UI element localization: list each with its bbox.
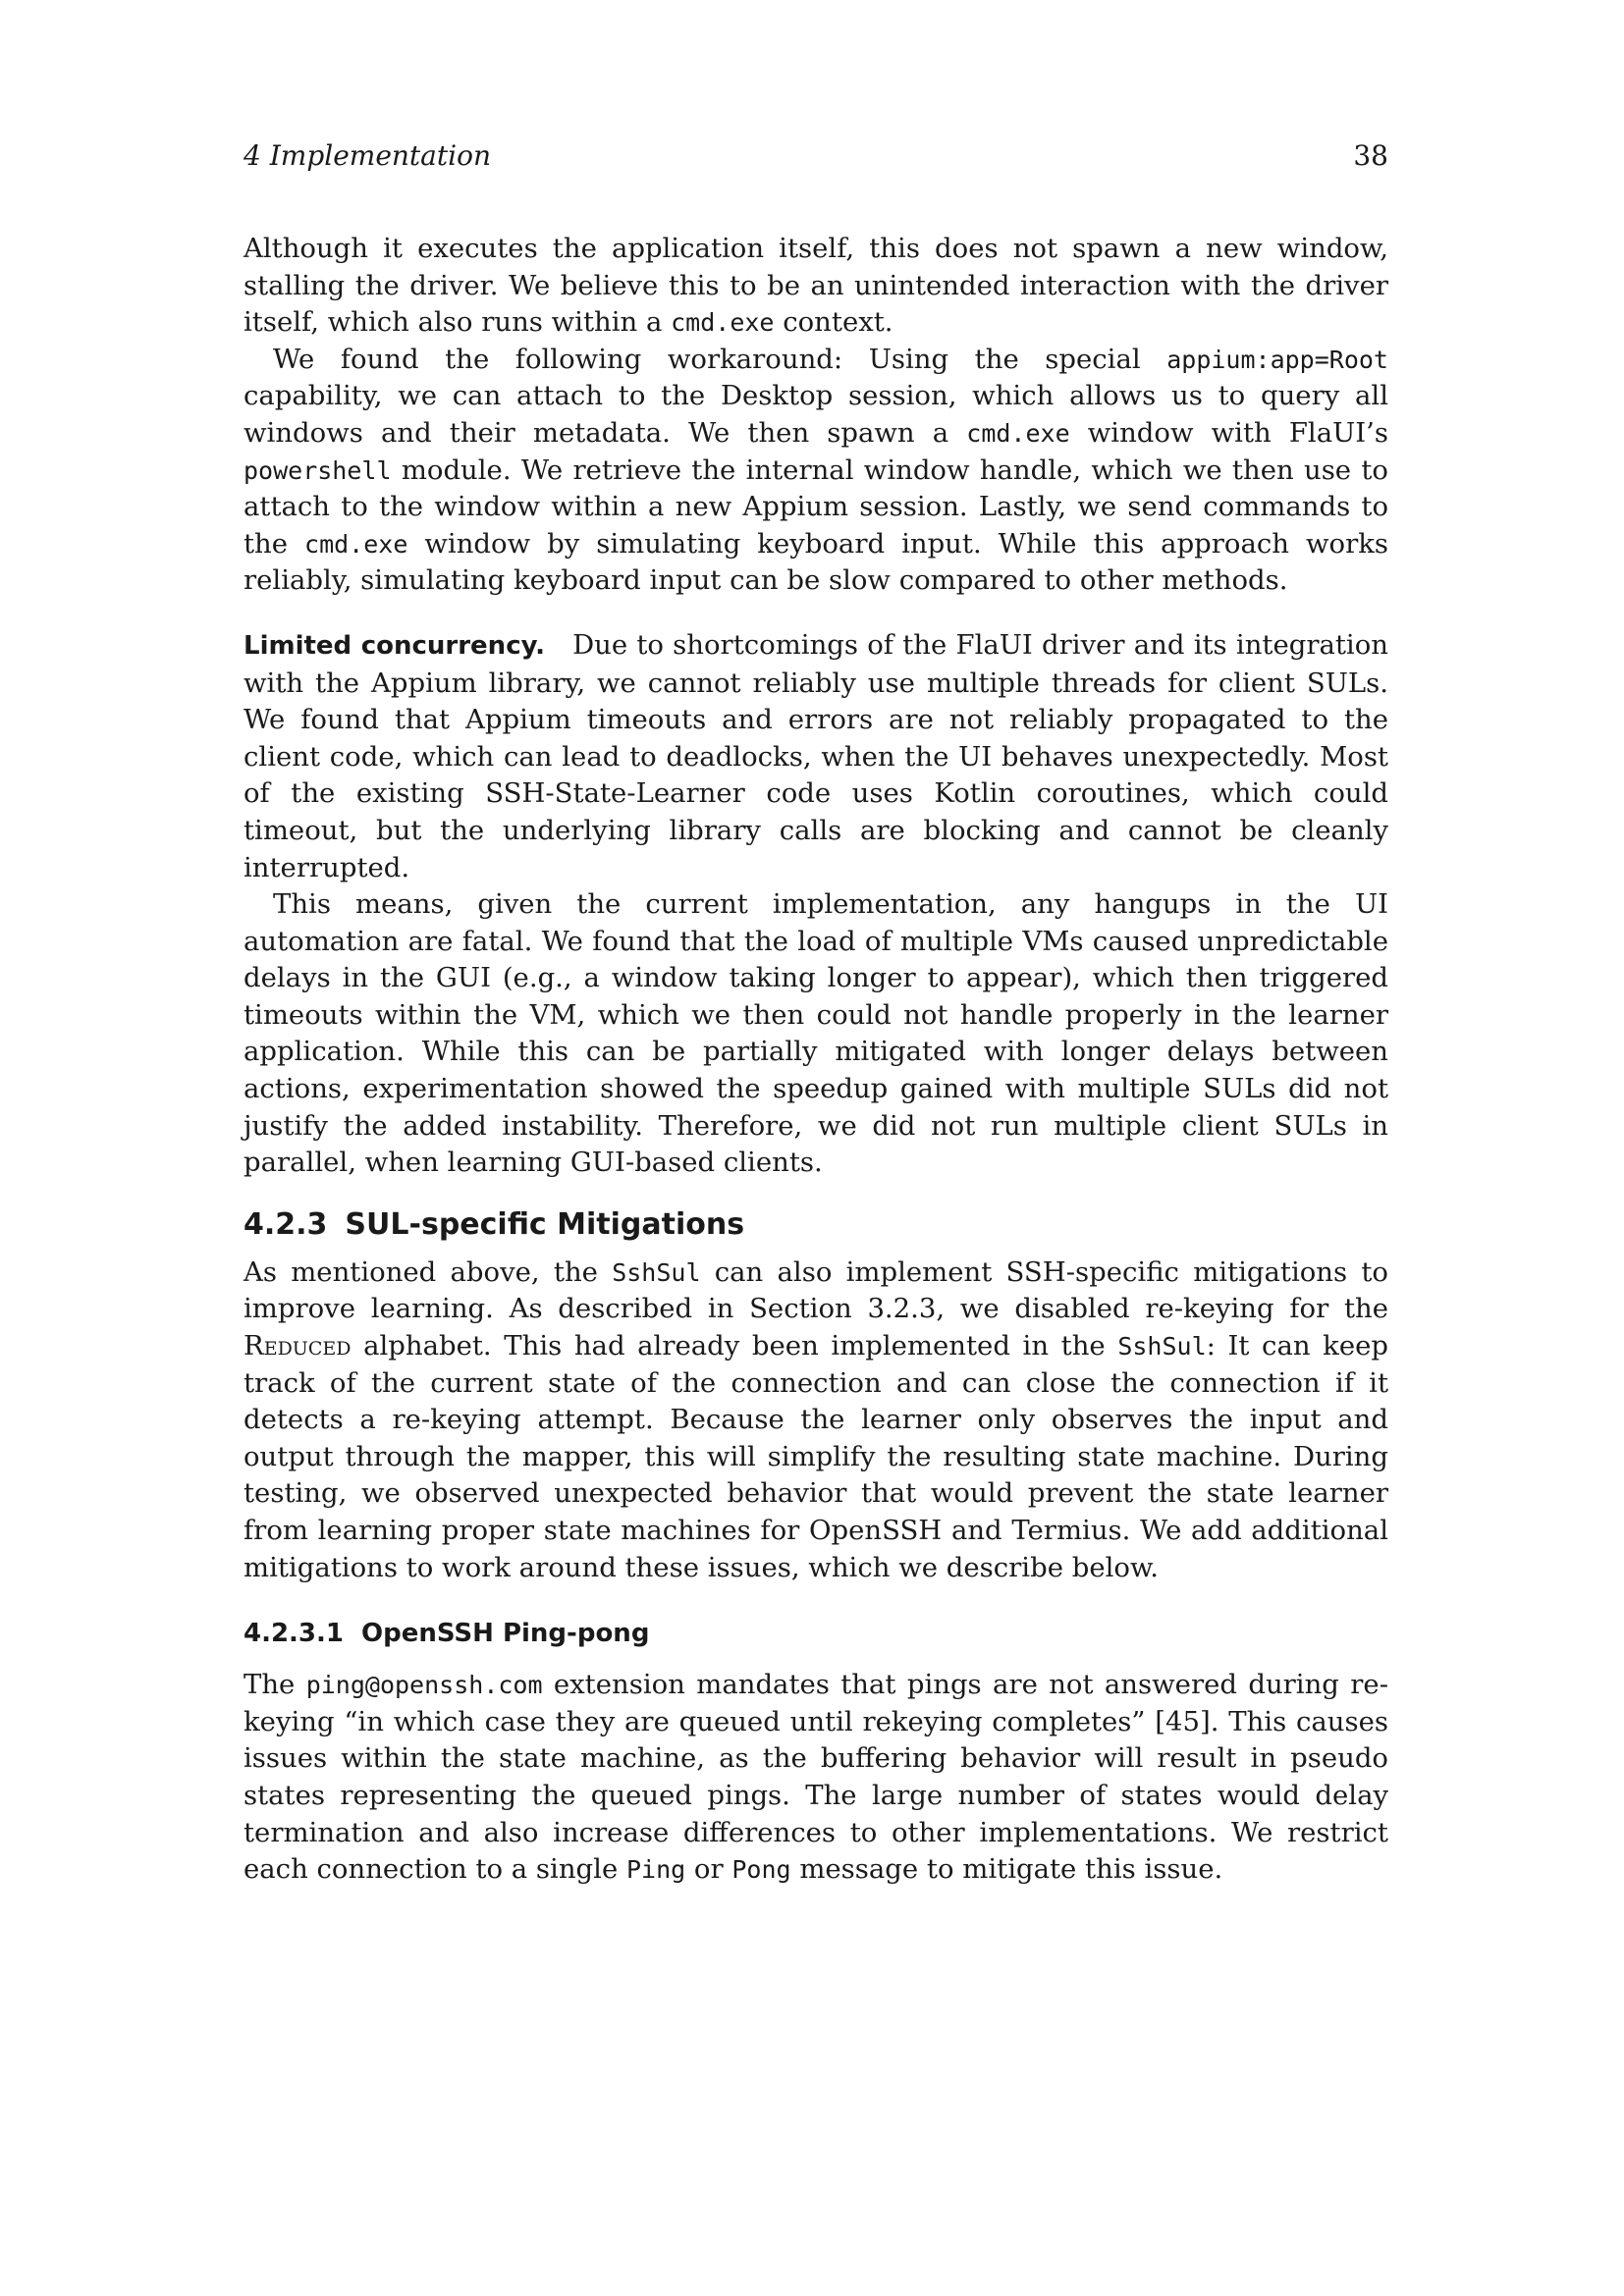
inline-code: appium:app=Root — [1166, 345, 1388, 374]
running-header — [244, 133, 1388, 180]
inline-code: cmd.exe — [671, 308, 775, 338]
small-caps-term: Reduced — [244, 1330, 352, 1362]
chapter-title: 4 Implementation — [244, 139, 491, 172]
inline-code: ping@openssh.com — [305, 1671, 543, 1700]
paragraph-driver-stall: Although it executes the application itself, this does not spawn a new window, stalling the driver. We believe this to be an unintended interaction with the driver itself, which also runs within a cmd.exe context. — [244, 233, 1388, 339]
paragraph-heading: Limited concurrency. — [244, 630, 546, 661]
inline-code: Ping — [625, 1855, 686, 1885]
page-number: 38 — [1353, 139, 1388, 172]
inline-code: SshSul — [612, 1257, 701, 1287]
paragraph-workaround: We found the following workaround: Using the special appium:app=Root capability, we can attach to the Desktop session, which allows us to query all windows and their metadata. We then spawn a cmd.exe window with FlaUI’s powershell module. We retrieve the internal window handle, which we then use to attach to the window within a new Appium session. Lastly, we send commands to the cmd.exe window by simulating keyboard input. While this approach works reliably, simulating keyboard input can be slow compared to other methods. — [244, 343, 1388, 597]
inline-code: cmd.exe — [304, 529, 408, 559]
inline-code: powershell — [244, 455, 392, 485]
paragraph-hangups: This means, given the current implementation, any hangups in the UI automation are fatal. We found that the load of multiple VMs caused unpredictable delays in the GUI (e.g., a window taking longer to appear), which then triggered timeouts within the VM, which we then could not handle properly in the learner application. While this can be partially mitigated with longer delays between actions, experimentation showed the speedup gained with multiple SULs did not justify the added instability. Therefore, we did not run multiple client SULs in parallel, when learning GUI-based clients. — [244, 888, 1388, 1179]
inline-code: Pong — [731, 1855, 791, 1885]
page-content — [244, 133, 1388, 1889]
section-heading-4-2-3: 4.2.3 SUL-specific Mitigations — [244, 1206, 745, 1242]
paragraph-openssh-ping: The ping@openssh.com extension mandates that pings are not answered during re-keying “in which case they are queued until rekeying completes” [45]. This causes issues within the state machine, as the buffering behavior will result in pseudo states representing the queued pings. The large number of states would delay termination and also increase differences to other implementations. We restrict each connection to a single Ping or Pong message to mitigate this issue. — [244, 1669, 1388, 1886]
inline-code: cmd.exe — [966, 418, 1070, 448]
inline-code: SshSul — [1117, 1332, 1207, 1362]
section-heading-4-2-3-1: 4.2.3.1 OpenSSH Ping-pong — [244, 1619, 650, 1649]
paragraph-limited-concurrency: Limited concurrency. Due to shortcomings of the FlaUI driver and its integration with the Appium library, we cannot reliably use multiple threads for client SULs. We found that Appium timeouts and errors are not reliably propagated to the client code, which can lead to deadlocks, when the UI behaves unexpectedly. Most of the existing SSH-State-Learner code uses Kotlin coroutines, which could timeout, but the underlying library calls are blocking and cannot be cleanly interrupted. — [244, 628, 1388, 883]
paragraph-sul-mitigations: As mentioned above, the SshSul can also implement SSH-specific mitigations to improve learning. As described in Section 3.2.3, we disabled re-keying for the Reduced alphabet. This had already been implemented in the SshSul: It can keep track of the current state of the connection and can close the connection if it detects a re-keying attempt. Because the learner only observes the input and output through the mapper, this will simplify the resulting state machine. During testing, we observed unexpected behavior that would prevent the state learner from learning proper state machines for OpenSSH and Termius. We add additional mitigations to work around these issues, which we describe below. — [244, 1255, 1388, 1583]
